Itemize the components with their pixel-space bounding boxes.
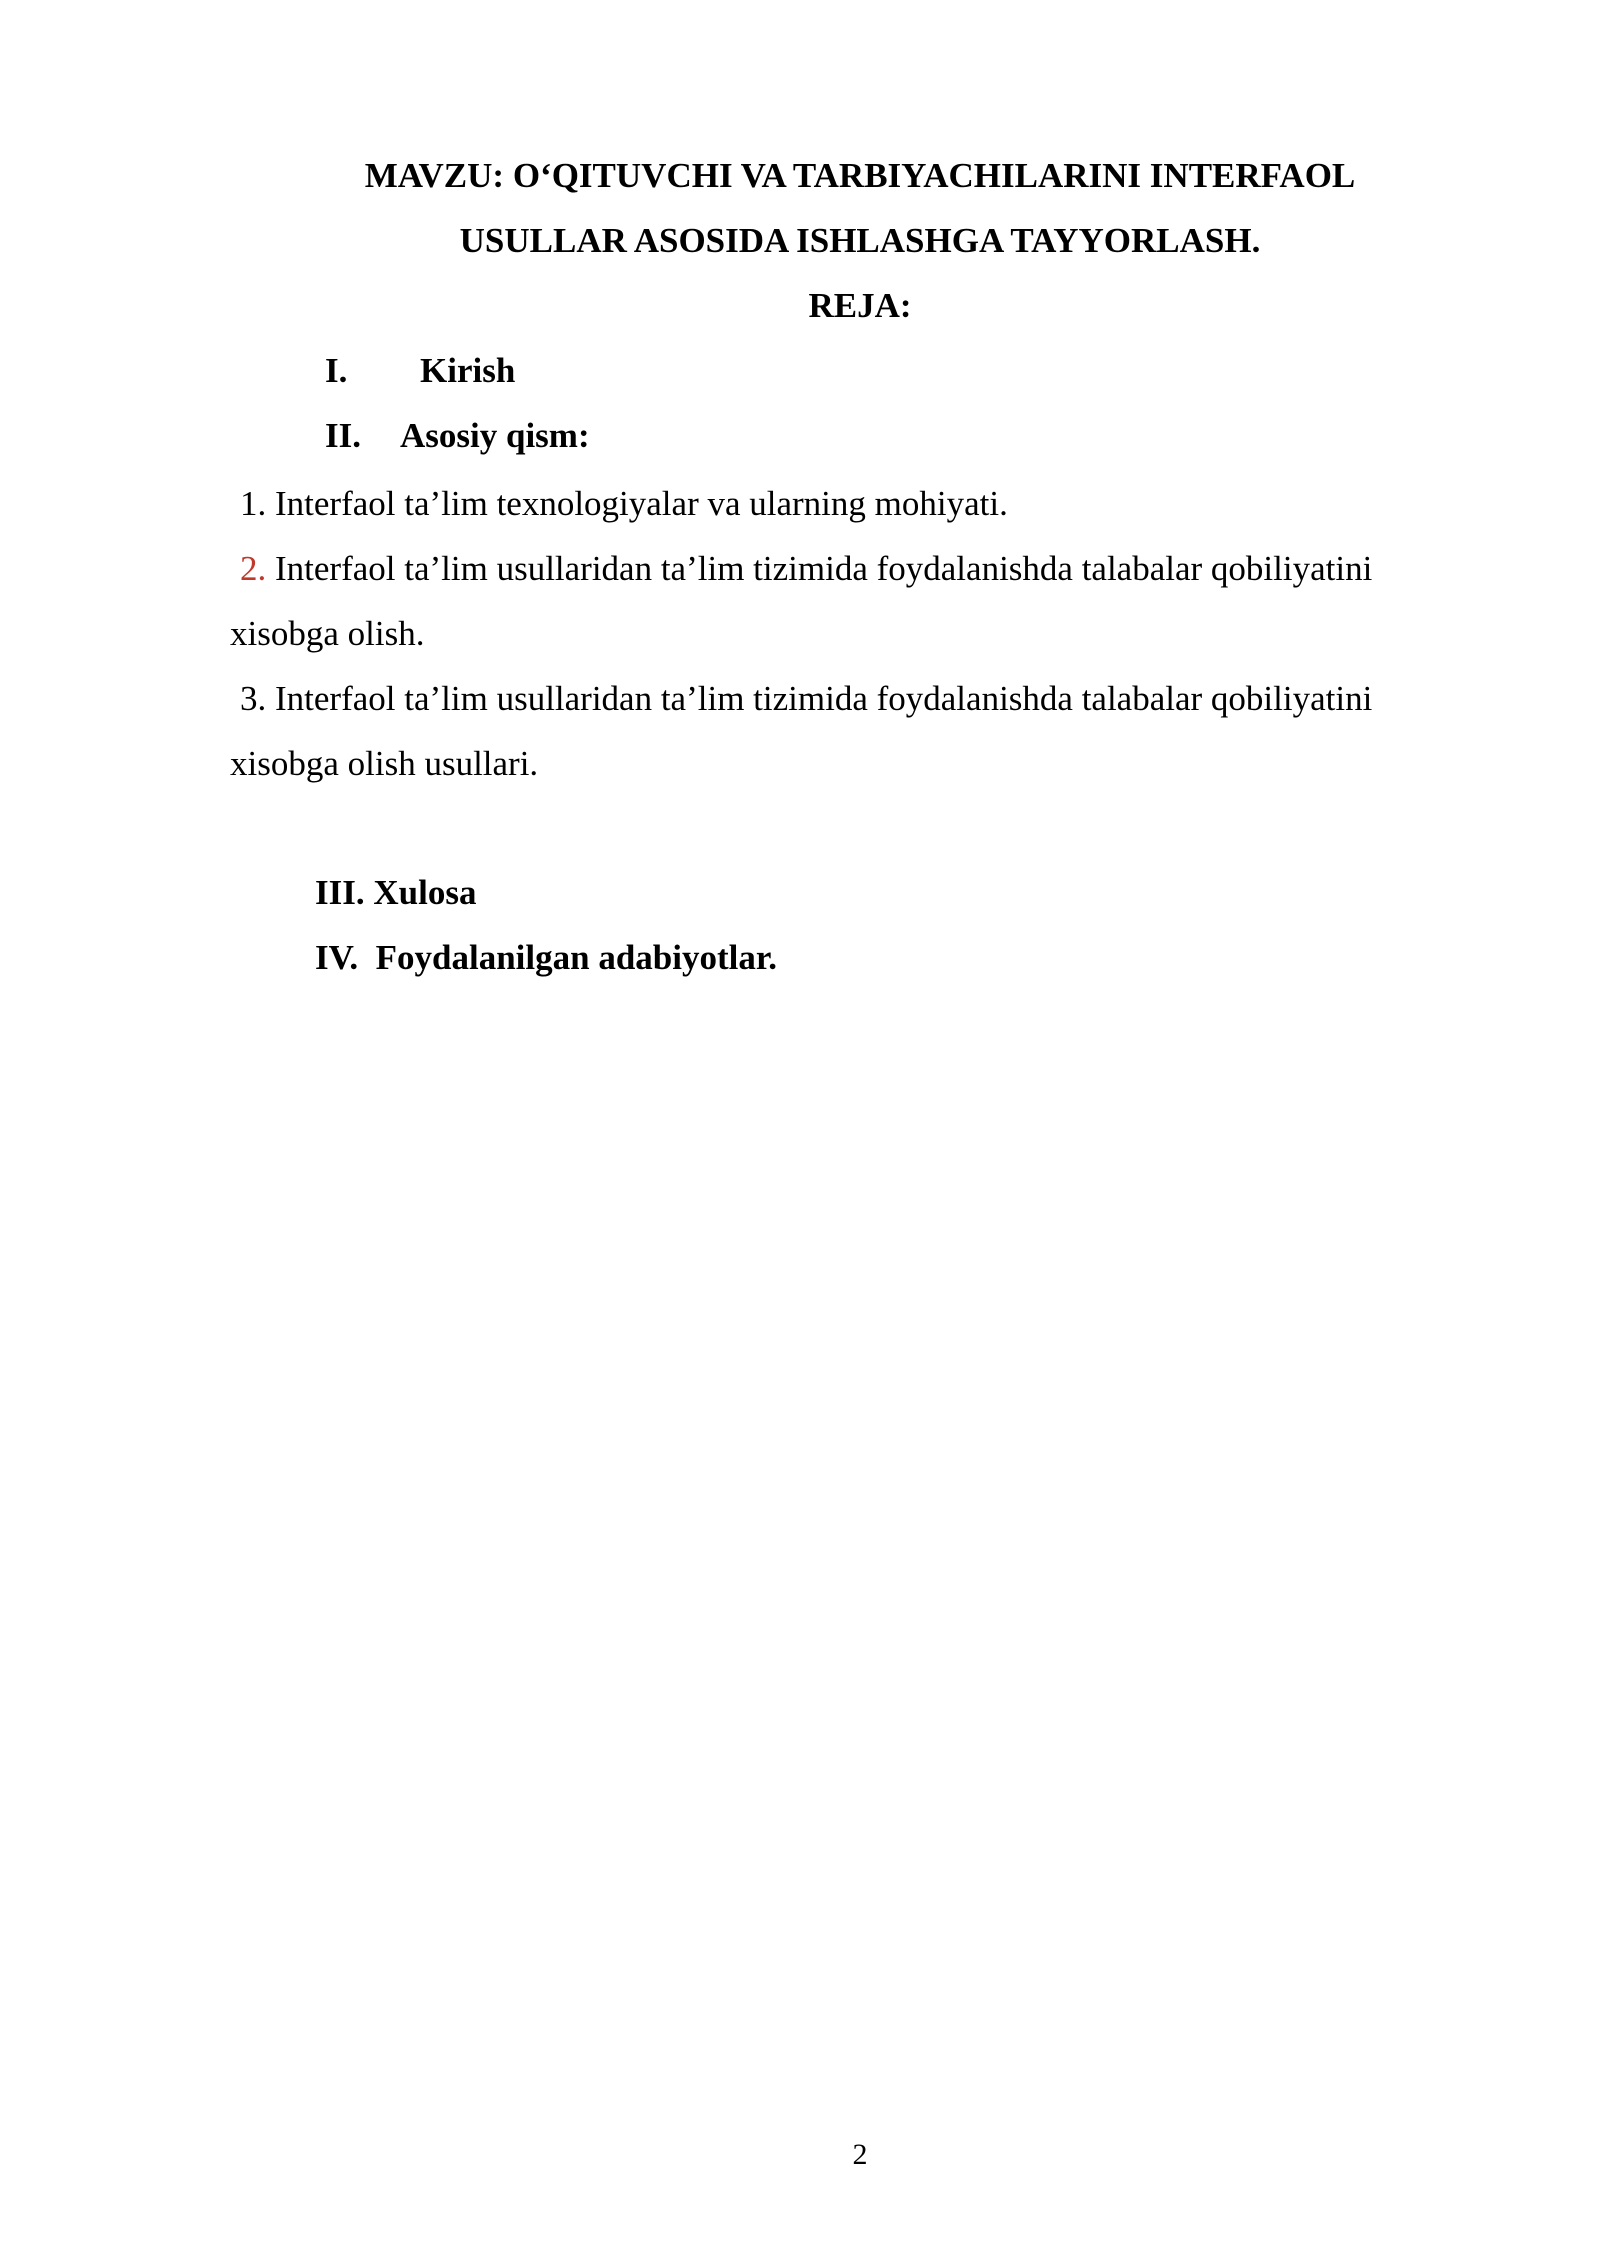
section-references: [315, 938, 777, 978]
list-item-first-line: [230, 666, 1460, 731]
list-item: [230, 471, 1460, 536]
plan-heading: REJA:: [808, 286, 912, 325]
page-number: 2: [852, 2138, 868, 2171]
section-conclusion: [315, 873, 476, 913]
section-numeral: II.: [325, 416, 361, 455]
list-item-text: Interfaol ta’lim usullaridan ta’lim tizimida foydalanishda talabalar qobiliyatini: [275, 679, 1373, 718]
section-numeral: III.: [315, 873, 365, 912]
list-item-number: 1.: [240, 484, 267, 523]
list-item-text: Interfaol ta’lim texnologiyalar va ularning mohiyati.: [275, 484, 1008, 523]
section-label: Xulosa: [373, 873, 477, 912]
document-title-line-1: MAVZU: O‘QITUVCHI VA TARBIYACHILARINI INTERFAOL: [364, 156, 1356, 195]
list-item-number: 3.: [240, 679, 267, 718]
document-title-line-2: USULLAR ASOSIDA ISHLASHGA TAYYORLASH.: [459, 221, 1261, 260]
section-numeral: IV.: [315, 938, 359, 977]
list-item-text: Interfaol ta’lim usullaridan ta’lim tizimida foydalanishda talabalar qobiliyatini: [275, 549, 1373, 588]
section-label: Kirish: [420, 351, 516, 390]
list-item-continuation: xisobga olish.: [230, 614, 425, 653]
section-numeral: I.: [325, 351, 348, 390]
list-item-first-line: [230, 471, 1460, 536]
section-label: Asosiy qism:: [400, 416, 590, 455]
list-item-continuation: xisobga olish usullari.: [230, 744, 539, 783]
list-item-first-line: [230, 536, 1460, 601]
list-item: [230, 536, 1460, 666]
list-item-number: 2.: [240, 549, 267, 588]
list-item: [230, 666, 1460, 796]
section-label: Foydalanilgan adabiyotlar.: [375, 938, 777, 977]
